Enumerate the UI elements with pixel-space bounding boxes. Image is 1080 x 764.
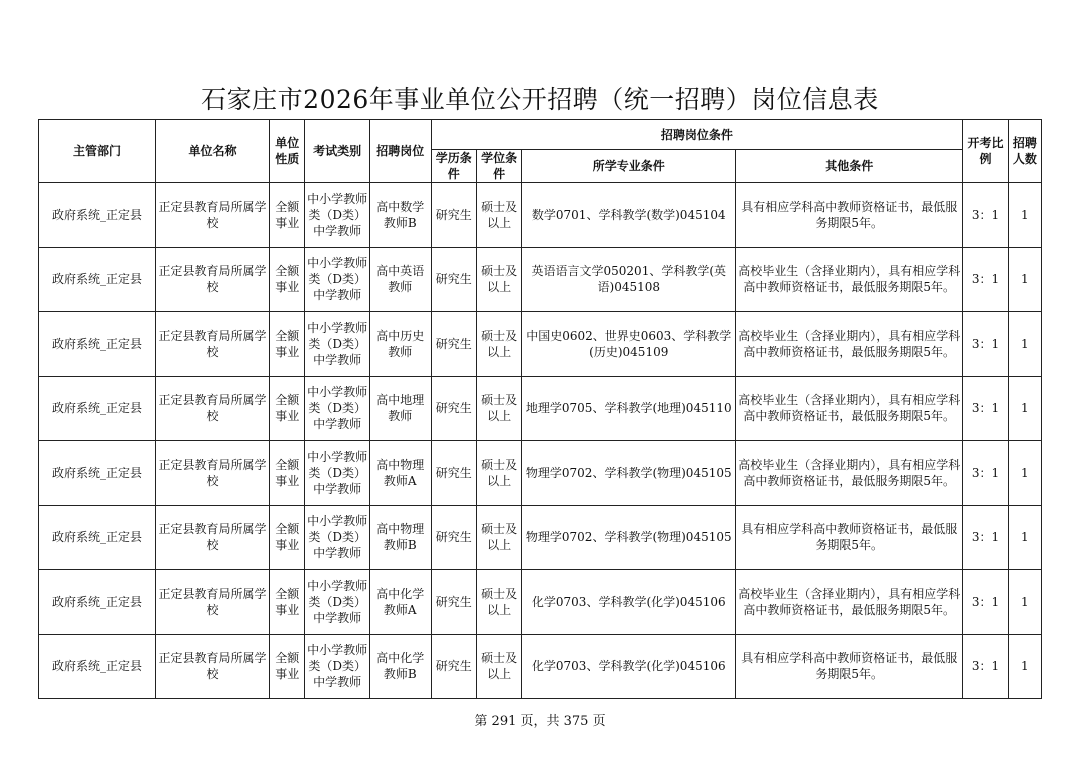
cell-count: 1 bbox=[1008, 312, 1041, 377]
table-row bbox=[39, 634, 1042, 699]
cell-other: 高校毕业生（含择业期内），具有相应学科高中教师资格证书，最低服务期限5年。 bbox=[736, 441, 963, 506]
cell-nature: 全额事业 bbox=[270, 634, 305, 699]
cell-post: 高中物理教师A bbox=[369, 441, 431, 506]
cell-degree: 硕士及以上 bbox=[476, 570, 521, 635]
table-row bbox=[39, 376, 1042, 441]
cell-degree: 硕士及以上 bbox=[476, 312, 521, 377]
table-row bbox=[39, 312, 1042, 377]
cell-exam-type: 中小学教师类（D类）中学教师 bbox=[305, 634, 370, 699]
cell-ratio: 3：1 bbox=[963, 376, 1008, 441]
cell-ratio: 3：1 bbox=[963, 441, 1008, 506]
cell-other: 高校毕业生（含择业期内），具有相应学科高中教师资格证书，最低服务期限5年。 bbox=[736, 570, 963, 635]
cell-edu: 研究生 bbox=[431, 570, 476, 635]
cell-unit: 正定县教育局所属学校 bbox=[156, 376, 270, 441]
cell-unit: 正定县教育局所属学校 bbox=[156, 312, 270, 377]
cell-dept: 政府系统_正定县 bbox=[39, 376, 156, 441]
cell-exam-type: 中小学教师类（D类）中学教师 bbox=[305, 570, 370, 635]
header-major: 所学专业条件 bbox=[522, 150, 736, 183]
table-row bbox=[39, 441, 1042, 506]
header-nature: 单位性质 bbox=[270, 120, 305, 183]
table-row bbox=[39, 247, 1042, 312]
page-title: 石家庄市2026年事业单位公开招聘（统一招聘）岗位信息表 bbox=[201, 85, 879, 114]
cell-edu: 研究生 bbox=[431, 312, 476, 377]
cell-post: 高中历史教师 bbox=[369, 312, 431, 377]
cell-major: 英语语言文学050201、学科教学(英语)045108 bbox=[522, 247, 736, 312]
cell-exam-type: 中小学教师类（D类）中学教师 bbox=[305, 183, 370, 248]
cell-degree: 硕士及以上 bbox=[476, 505, 521, 570]
cell-nature: 全额事业 bbox=[270, 570, 305, 635]
header-post: 招聘岗位 bbox=[369, 120, 431, 183]
cell-edu: 研究生 bbox=[431, 247, 476, 312]
cell-nature: 全额事业 bbox=[270, 441, 305, 506]
cell-exam-type: 中小学教师类（D类）中学教师 bbox=[305, 247, 370, 312]
table-row bbox=[39, 183, 1042, 248]
cell-dept: 政府系统_正定县 bbox=[39, 247, 156, 312]
cell-other: 具有相应学科高中教师资格证书，最低服务期限5年。 bbox=[736, 505, 963, 570]
cell-edu: 研究生 bbox=[431, 376, 476, 441]
cell-other: 高校毕业生（含择业期内），具有相应学科高中教师资格证书，最低服务期限5年。 bbox=[736, 247, 963, 312]
table-row bbox=[39, 505, 1042, 570]
cell-major: 中国史0602、世界史0603、学科教学(历史)045109 bbox=[522, 312, 736, 377]
cell-ratio: 3：1 bbox=[963, 505, 1008, 570]
cell-edu: 研究生 bbox=[431, 505, 476, 570]
cell-unit: 正定县教育局所属学校 bbox=[156, 505, 270, 570]
cell-count: 1 bbox=[1008, 505, 1041, 570]
cell-nature: 全额事业 bbox=[270, 312, 305, 377]
cell-ratio: 3：1 bbox=[963, 570, 1008, 635]
cell-dept: 政府系统_正定县 bbox=[39, 183, 156, 248]
cell-unit: 正定县教育局所属学校 bbox=[156, 247, 270, 312]
cell-post: 高中化学教师B bbox=[369, 634, 431, 699]
cell-nature: 全额事业 bbox=[270, 247, 305, 312]
header-edu: 学历条件 bbox=[431, 150, 476, 183]
cell-degree: 硕士及以上 bbox=[476, 441, 521, 506]
job-table bbox=[38, 119, 1042, 699]
cell-major: 物理学0702、学科教学(物理)045105 bbox=[522, 441, 736, 506]
cell-dept: 政府系统_正定县 bbox=[39, 634, 156, 699]
cell-count: 1 bbox=[1008, 183, 1041, 248]
cell-count: 1 bbox=[1008, 376, 1041, 441]
cell-degree: 硕士及以上 bbox=[476, 247, 521, 312]
cell-major: 数学0701、学科教学(数学)045104 bbox=[522, 183, 736, 248]
cell-edu: 研究生 bbox=[431, 441, 476, 506]
cell-other: 高校毕业生（含择业期内），具有相应学科高中教师资格证书，最低服务期限5年。 bbox=[736, 312, 963, 377]
header-count: 招聘人数 bbox=[1008, 120, 1041, 183]
header-ratio: 开考比例 bbox=[963, 120, 1008, 183]
cell-unit: 正定县教育局所属学校 bbox=[156, 183, 270, 248]
cell-count: 1 bbox=[1008, 570, 1041, 635]
cell-other: 具有相应学科高中教师资格证书，最低服务期限5年。 bbox=[736, 634, 963, 699]
cell-other: 具有相应学科高中教师资格证书，最低服务期限5年。 bbox=[736, 183, 963, 248]
header-exam-type: 考试类别 bbox=[305, 120, 370, 183]
cell-post: 高中物理教师B bbox=[369, 505, 431, 570]
cell-major: 物理学0702、学科教学(物理)045105 bbox=[522, 505, 736, 570]
cell-count: 1 bbox=[1008, 441, 1041, 506]
cell-exam-type: 中小学教师类（D类）中学教师 bbox=[305, 505, 370, 570]
cell-post: 高中英语教师 bbox=[369, 247, 431, 312]
header-dept: 主管部门 bbox=[39, 120, 156, 183]
header-other: 其他条件 bbox=[736, 150, 963, 183]
cell-other: 高校毕业生（含择业期内），具有相应学科高中教师资格证书，最低服务期限5年。 bbox=[736, 376, 963, 441]
cell-edu: 研究生 bbox=[431, 634, 476, 699]
cell-ratio: 3：1 bbox=[963, 183, 1008, 248]
cell-exam-type: 中小学教师类（D类）中学教师 bbox=[305, 312, 370, 377]
cell-degree: 硕士及以上 bbox=[476, 634, 521, 699]
cell-post: 高中数学教师B bbox=[369, 183, 431, 248]
table-row bbox=[39, 570, 1042, 635]
cell-exam-type: 中小学教师类（D类）中学教师 bbox=[305, 376, 370, 441]
cell-ratio: 3：1 bbox=[963, 247, 1008, 312]
cell-dept: 政府系统_正定县 bbox=[39, 570, 156, 635]
cell-post: 高中化学教师A bbox=[369, 570, 431, 635]
cell-dept: 政府系统_正定县 bbox=[39, 312, 156, 377]
header-degree: 学位条件 bbox=[476, 150, 521, 183]
cell-ratio: 3：1 bbox=[963, 312, 1008, 377]
cell-unit: 正定县教育局所属学校 bbox=[156, 441, 270, 506]
cell-ratio: 3：1 bbox=[963, 634, 1008, 699]
cell-unit: 正定县教育局所属学校 bbox=[156, 634, 270, 699]
header-conditions: 招聘岗位条件 bbox=[431, 120, 963, 150]
cell-unit: 正定县教育局所属学校 bbox=[156, 570, 270, 635]
page-footer: 第 291 页，共 375 页 bbox=[474, 714, 606, 729]
cell-dept: 政府系统_正定县 bbox=[39, 505, 156, 570]
cell-major: 地理学0705、学科教学(地理)045110 bbox=[522, 376, 736, 441]
cell-major: 化学0703、学科教学(化学)045106 bbox=[522, 634, 736, 699]
cell-nature: 全额事业 bbox=[270, 505, 305, 570]
cell-degree: 硕士及以上 bbox=[476, 376, 521, 441]
header-unit: 单位名称 bbox=[156, 120, 270, 183]
cell-nature: 全额事业 bbox=[270, 183, 305, 248]
cell-edu: 研究生 bbox=[431, 183, 476, 248]
cell-nature: 全额事业 bbox=[270, 376, 305, 441]
cell-count: 1 bbox=[1008, 247, 1041, 312]
cell-major: 化学0703、学科教学(化学)045106 bbox=[522, 570, 736, 635]
cell-post: 高中地理教师 bbox=[369, 376, 431, 441]
cell-degree: 硕士及以上 bbox=[476, 183, 521, 248]
cell-count: 1 bbox=[1008, 634, 1041, 699]
cell-exam-type: 中小学教师类（D类）中学教师 bbox=[305, 441, 370, 506]
cell-dept: 政府系统_正定县 bbox=[39, 441, 156, 506]
